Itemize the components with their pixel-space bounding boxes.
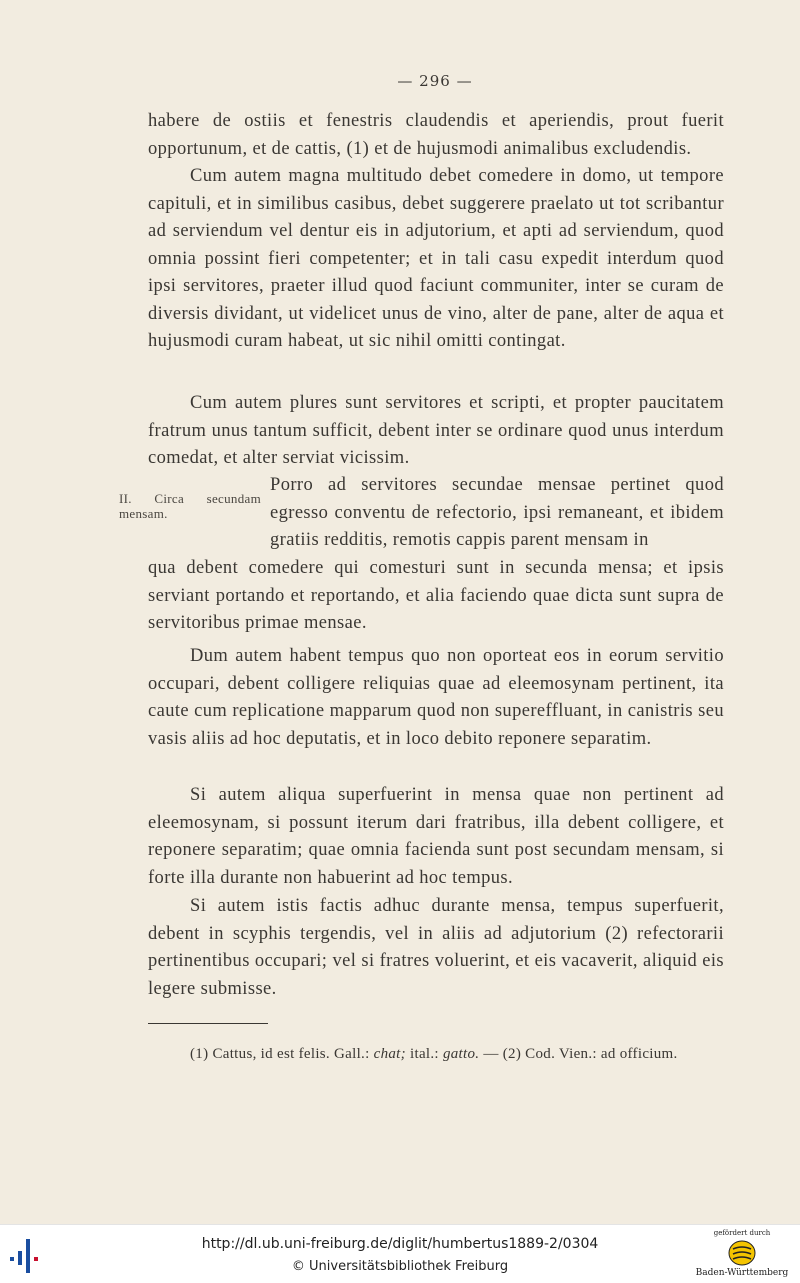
footnotes xyxy=(148,1044,724,1065)
paragraph-text: habere de ostiis et fenestris claudendis et aperiendis, prout fuerit opportunum, et de cattis, (1) et de hujusmodi animalibus excludendis. xyxy=(148,111,724,159)
paragraph-text: Cum autem magna multitudo debet comedere in domo, ut tempore capituli, et in similibus casibus, debet suggerere praelato ut tot scribantur ad serviendum vel dentur eis in adjutorium, et apti ad serviendum, quod omnia possint fieri competenter; et in tali casu expedit interdum quod ipsi servitores, praeter illud quod faciunt communiter, inter se curam de diversis dividant, ut videlicet unus de vino, alter de pane, alter de aqua et hujusmodi curam habeat, ut sic nihil omitti contingat. xyxy=(148,166,724,351)
page-number: — 296 — xyxy=(397,72,473,90)
margin-note: II. Circa secundam mensam. xyxy=(119,491,261,521)
copyright-text: © Universitätsbibliothek Freiburg xyxy=(291,1259,509,1274)
paragraph xyxy=(270,472,724,555)
baden-wuerttemberg-crest-icon xyxy=(727,1239,757,1267)
footnote-italian-word: gatto. xyxy=(442,1046,480,1062)
footnote-part: (1) Cattus, id est felis. Gall.: xyxy=(190,1046,374,1062)
footnote-french-word: chat; xyxy=(373,1046,406,1062)
footnote-part: ital.: xyxy=(405,1046,443,1062)
paragraph xyxy=(148,163,724,356)
footnote-part: — (2) Cod. Vien.: ad officium. xyxy=(479,1046,678,1062)
footnote-divider xyxy=(148,1023,268,1024)
viewer-footer xyxy=(0,1224,800,1283)
paragraph xyxy=(148,108,724,163)
paragraph-text: Porro ad servitores secundae mensae pertinet quod egresso conventu de refectorio, ipsi remaneant, et ibidem gratiis redditis, remotis cappis parent mensam in xyxy=(270,475,724,550)
paragraph-text: Si autem istis factis adhuc durante mensa, tempus superfuerit, debent in scyphis tergendis, vel in aliis ad adjutorium (2) refectorarii pertinentibus occupari; vel si fratres voluerint, et eis vacaverit, aliquid eis legere submisse. xyxy=(148,896,724,999)
paragraph-text: Dum autem habent tempus quo non oporteat eos in eorum servitio occupari, debent colligere reliquias quae ad eleemosynam pertinent, ita caute cum replicatione mapparum quod non supereffluant, in canistris seu vasis aliis ad hoc deputatis, et in loco debito reponere separatim. xyxy=(148,646,724,749)
permalink-url[interactable]: http://dl.ub.uni-freiburg.de/diglit/humbertus1889-2/0304 xyxy=(201,1236,599,1252)
paragraph xyxy=(148,782,724,892)
paragraph-text: Si autem aliqua superfuerint in mensa quae non pertinent ad eleemosynam, si possunt iterum dari fratribus, illa debent colligere, et reponere separatim; quae omnia facienda sunt post secundam mensam, si forte illa durante non habuerint ad hoc tempus. xyxy=(148,785,724,888)
paragraph-continuation xyxy=(148,555,724,638)
paragraph xyxy=(148,643,724,753)
sponsor-badge xyxy=(694,1229,790,1281)
paragraph-text: qua debent comedere qui comesturi sunt in secunda mensa; et ipsis serviant portando et reportando, et alia faciendo quae dicta sunt supra de servitoribus primae mensae. xyxy=(148,558,724,633)
paragraph-text: Cum autem plures sunt servitores et scripti, et propter paucitatem fratrum unus tantum sufficit, debent inter se ordinare quod unus interdum comedat, et alter serviat vicissim. xyxy=(148,393,724,468)
sponsor-name: Baden-Württemberg xyxy=(695,1268,789,1278)
sponsor-label: gefördert durch xyxy=(713,1229,771,1237)
footnote-text xyxy=(148,1044,724,1065)
paragraph xyxy=(148,390,724,473)
paragraph xyxy=(148,893,724,1003)
